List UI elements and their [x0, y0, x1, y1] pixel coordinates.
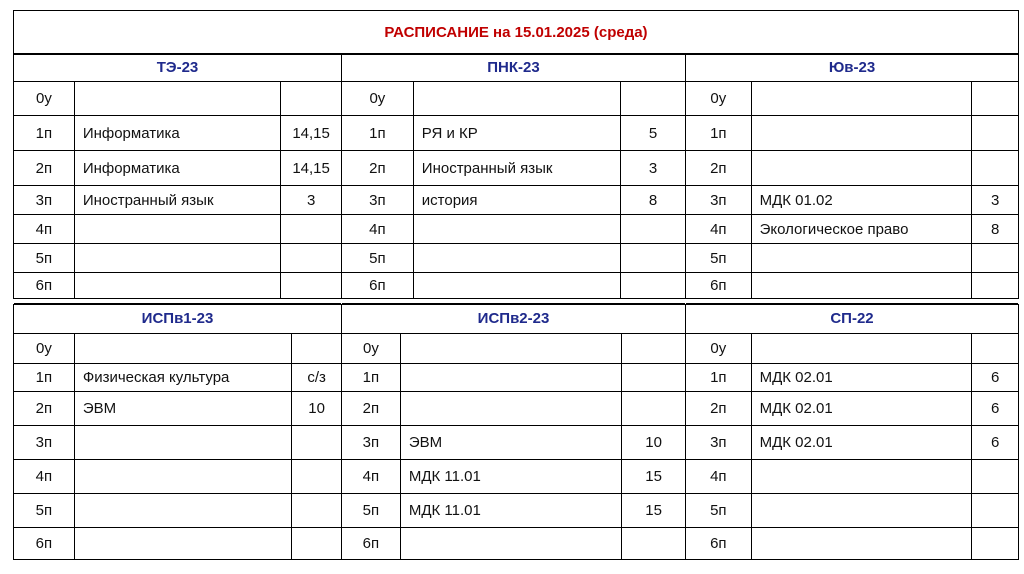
lesson-room	[292, 494, 341, 527]
lesson-room	[972, 82, 1018, 115]
lesson-subject	[401, 364, 622, 391]
lesson-room: 6	[990, 434, 1000, 451]
group-block	[341, 54, 685, 299]
lesson-number: 6п	[14, 273, 75, 298]
lesson-subject: Физическая культура	[75, 364, 292, 391]
lesson-subject: МДК 02.01	[752, 426, 973, 459]
lesson-number: 6п	[342, 273, 414, 298]
lesson-row	[14, 334, 341, 364]
title-row	[13, 10, 1019, 54]
lesson-subject	[75, 528, 292, 559]
lesson-subject	[414, 273, 621, 298]
lesson-number: 2п	[14, 392, 75, 425]
lesson-room	[621, 82, 685, 115]
lesson-room: с/з	[307, 369, 326, 386]
lesson-number: 2п	[686, 151, 752, 185]
lesson-room: 6	[990, 400, 1000, 417]
lesson-row	[14, 116, 341, 151]
group-name: ТЭ-23	[14, 54, 341, 82]
lesson-room	[972, 494, 1018, 527]
lesson-subject	[752, 244, 973, 272]
lesson-number: 2п	[686, 392, 752, 425]
lesson-room: 15	[645, 502, 662, 519]
lesson-row	[342, 334, 685, 364]
schedule-table	[13, 10, 1019, 566]
lesson-number: 6п	[686, 528, 752, 559]
lesson-number: 3п	[342, 186, 414, 214]
lesson-number: 0у	[342, 334, 401, 363]
lesson-room	[972, 273, 1018, 298]
lesson-number: 3п	[14, 426, 75, 459]
lesson-subject: Иностранный язык	[75, 186, 281, 214]
group-name: Юв-23	[686, 54, 1018, 82]
lesson-number: 5п	[14, 494, 75, 527]
lesson-subject: Иностранный язык	[414, 151, 621, 185]
lesson-number: 3п	[14, 186, 75, 214]
lesson-subject	[75, 494, 292, 527]
group-block	[685, 304, 1019, 560]
lesson-subject	[401, 528, 622, 559]
lesson-subject	[414, 215, 621, 243]
lesson-row	[686, 82, 1018, 116]
lesson-row	[342, 392, 685, 426]
lesson-row	[686, 215, 1018, 244]
lesson-subject	[75, 426, 292, 459]
lesson-room: 6	[990, 369, 1000, 386]
lesson-subject	[75, 334, 292, 363]
lesson-number: 3п	[686, 186, 752, 214]
lesson-row	[686, 528, 1018, 560]
lesson-room	[622, 528, 685, 559]
lesson-row	[686, 151, 1018, 186]
lesson-subject	[75, 460, 292, 493]
lesson-row	[14, 460, 341, 494]
lesson-room	[292, 426, 341, 459]
lesson-subject: ЭВМ	[401, 426, 622, 459]
lesson-row	[14, 273, 341, 299]
lesson-subject	[401, 334, 622, 363]
lesson-row	[342, 273, 685, 299]
lesson-room: 10	[645, 434, 662, 451]
lesson-room: 3	[990, 191, 1000, 209]
lesson-subject	[752, 528, 973, 559]
lesson-number: 2п	[14, 151, 75, 185]
lesson-room	[622, 364, 685, 391]
lesson-room	[292, 334, 341, 363]
lesson-room	[972, 460, 1018, 493]
lesson-row	[686, 460, 1018, 494]
lesson-number: 4п	[686, 215, 752, 243]
lesson-number: 0у	[686, 334, 752, 363]
lesson-number: 0у	[686, 82, 752, 115]
lesson-number: 1п	[14, 116, 75, 150]
lesson-room	[972, 334, 1018, 363]
lesson-number: 6п	[342, 528, 401, 559]
lesson-room: 3	[306, 191, 316, 209]
lesson-row	[686, 392, 1018, 426]
lesson-number: 0у	[14, 334, 75, 363]
lesson-row	[342, 82, 685, 116]
lesson-subject	[75, 215, 281, 243]
lesson-room	[292, 528, 341, 559]
lesson-row	[14, 151, 341, 186]
lesson-row	[342, 244, 685, 273]
lesson-row	[342, 460, 685, 494]
lesson-subject	[752, 334, 973, 363]
lesson-row	[686, 116, 1018, 151]
lesson-number: 0у	[342, 82, 414, 115]
lesson-subject: история	[414, 186, 621, 214]
lesson-row	[342, 116, 685, 151]
lesson-row	[342, 151, 685, 186]
lesson-room: 8	[648, 191, 658, 209]
lesson-subject	[75, 244, 281, 272]
lesson-number: 1п	[342, 116, 414, 150]
lesson-row	[14, 528, 341, 560]
lesson-room: 8	[990, 220, 1000, 238]
lesson-row	[14, 244, 341, 273]
lesson-subject	[752, 82, 973, 115]
lesson-room	[621, 244, 685, 272]
lesson-room	[281, 273, 341, 298]
lesson-subject	[75, 82, 281, 115]
lesson-subject	[752, 116, 973, 150]
lesson-room: 15	[645, 468, 662, 485]
lesson-room	[281, 244, 341, 272]
lesson-subject: Экологическое право	[752, 215, 973, 243]
lesson-number: 6п	[14, 528, 75, 559]
lesson-subject: МДК 01.02	[752, 186, 973, 214]
lesson-row	[342, 186, 685, 215]
lesson-number: 5п	[686, 244, 752, 272]
lesson-row	[14, 186, 341, 215]
lesson-row	[686, 426, 1018, 460]
lesson-subject: РЯ и КР	[414, 116, 621, 150]
lesson-row	[342, 528, 685, 560]
lesson-number: 2п	[342, 392, 401, 425]
lesson-row	[342, 215, 685, 244]
lesson-row	[686, 364, 1018, 392]
group-name: ИСПв2-23	[342, 304, 685, 334]
lesson-subject	[401, 392, 622, 425]
lesson-number: 1п	[14, 364, 75, 391]
lesson-row	[14, 494, 341, 528]
lesson-row	[14, 392, 341, 426]
lesson-number: 4п	[342, 215, 414, 243]
group-name: ИСПв1-23	[14, 304, 341, 334]
lesson-subject: МДК 02.01	[752, 364, 973, 391]
lesson-subject	[752, 151, 973, 185]
lesson-subject: Информатика	[75, 151, 281, 185]
lesson-room: 10	[308, 400, 325, 417]
lesson-subject	[752, 273, 973, 298]
lesson-room	[972, 151, 1018, 185]
lesson-subject: МДК 02.01	[752, 392, 973, 425]
lesson-subject	[414, 244, 621, 272]
lesson-row	[686, 334, 1018, 364]
lesson-subject: Информатика	[75, 116, 281, 150]
lesson-room	[622, 392, 685, 425]
lesson-number: 5п	[686, 494, 752, 527]
lesson-subject	[752, 494, 973, 527]
lesson-room: 14,15	[292, 159, 330, 177]
lesson-number: 5п	[342, 494, 401, 527]
group-name: СП-22	[686, 304, 1018, 334]
lesson-subject: ЭВМ	[75, 392, 292, 425]
lesson-row	[14, 426, 341, 460]
group-block	[341, 304, 685, 560]
lesson-room	[292, 460, 341, 493]
page-title: РАСПИСАНИЕ на 15.01.2025 (среда)	[384, 23, 648, 41]
lesson-row	[342, 364, 685, 392]
lesson-row	[14, 364, 341, 392]
lesson-row	[686, 186, 1018, 215]
lesson-row	[686, 244, 1018, 273]
lesson-number: 5п	[14, 244, 75, 272]
lesson-number: 2п	[342, 151, 414, 185]
lesson-number: 1п	[686, 364, 752, 391]
lesson-room	[281, 215, 341, 243]
group-block	[685, 54, 1019, 299]
lesson-room	[281, 82, 341, 115]
lesson-room	[621, 215, 685, 243]
lesson-number: 5п	[342, 244, 414, 272]
lesson-number: 3п	[686, 426, 752, 459]
lesson-room: 5	[648, 124, 658, 142]
lesson-number: 4п	[342, 460, 401, 493]
lesson-subject: МДК 11.01	[401, 494, 622, 527]
lesson-room: 14,15	[292, 124, 330, 142]
lesson-number: 1п	[342, 364, 401, 391]
lesson-number: 0у	[14, 82, 75, 115]
lesson-subject	[414, 82, 621, 115]
lesson-room	[621, 273, 685, 298]
group-block	[13, 304, 341, 560]
lesson-subject: МДК 11.01	[401, 460, 622, 493]
lesson-row	[342, 494, 685, 528]
lesson-row	[14, 82, 341, 116]
lesson-room: 3	[648, 159, 658, 177]
lesson-subject	[75, 273, 281, 298]
group-block	[13, 54, 341, 299]
lesson-number: 6п	[686, 273, 752, 298]
lesson-number: 4п	[14, 215, 75, 243]
lesson-row	[686, 273, 1018, 299]
lesson-row	[342, 426, 685, 460]
lesson-room	[972, 244, 1018, 272]
lesson-subject	[752, 460, 973, 493]
lesson-number: 1п	[686, 116, 752, 150]
lesson-room	[622, 334, 685, 363]
lesson-number: 3п	[342, 426, 401, 459]
lesson-number: 4п	[686, 460, 752, 493]
lesson-room	[972, 528, 1018, 559]
group-name: ПНК-23	[342, 54, 685, 82]
lesson-number: 4п	[14, 460, 75, 493]
lesson-room	[972, 116, 1018, 150]
lesson-row	[686, 494, 1018, 528]
lesson-row	[14, 215, 341, 244]
